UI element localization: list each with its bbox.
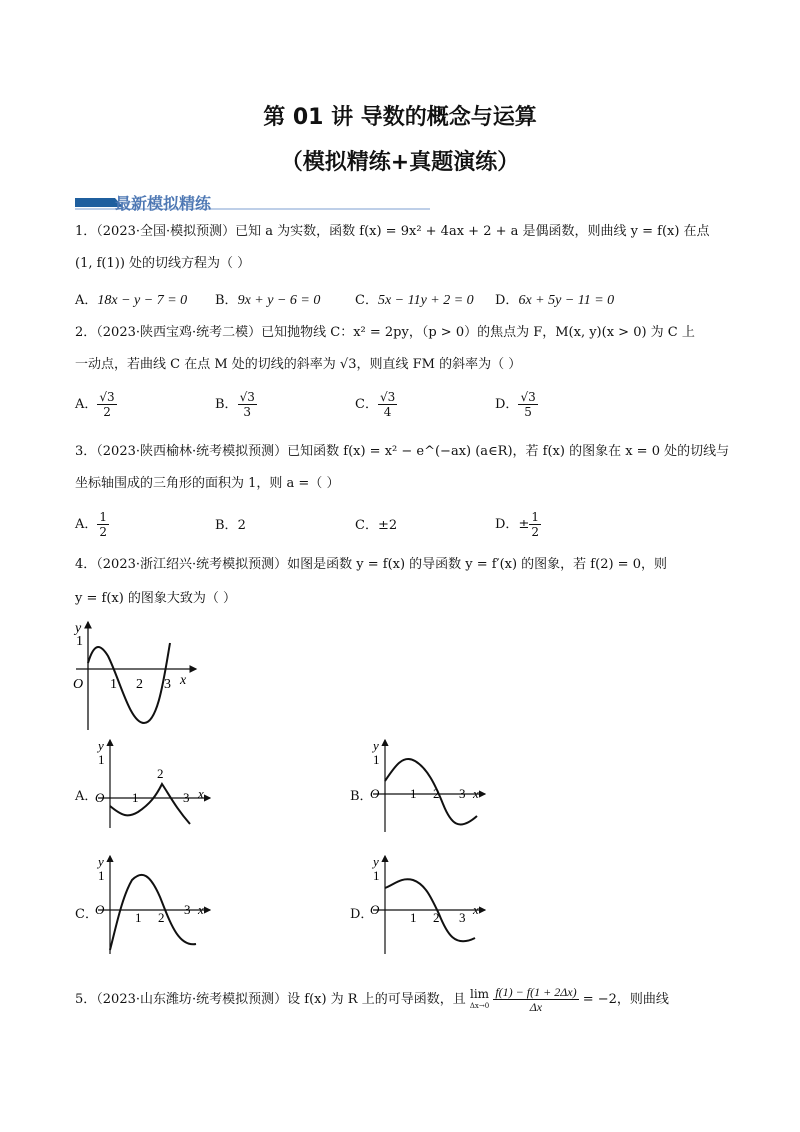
svg-text:y: y [98,738,104,753]
svg-text:2: 2 [157,766,164,781]
q4-option-b-label: B． [350,789,373,804]
svg-text:O: O [95,790,105,805]
limit-fraction: $\frac{f(1) - f(1 + 2\Delta x)}{\Delta x}$ [495,985,577,1014]
svg-text:1: 1 [410,786,417,801]
derivative-curve [88,643,170,723]
svg-text:y: y [373,738,379,753]
question-1-line2: (1, f(1)) 处的切线方程为（ ） [75,256,251,271]
limit-operator: lim Δx→0 [469,986,490,1010]
q1-option-b: B．9x + y − 6 = 0 [215,293,321,308]
q3-option-a: A． $\frac{1}{2}$ [75,510,108,539]
svg-text:1: 1 [132,790,139,805]
q4-option-c-label: C． [75,907,98,922]
question-3-line2: 坐标轴围成的三角形的面积为 1，则 a =（ ） [75,476,340,491]
question-2-line1: 2．（2023·陕西宝鸡·统考二模）已知抛物线 C：x² = 2py，（p > 0）的焦点为 F，M(x, y)(x > 0) 为 C 上 [75,325,695,340]
question-1-line1: 1．（2023·全国·模拟预测）已知 a 为实数，函数 f(x) = 9x² + 4ax + 2 + a 是偶函数，则曲线 y = f(x) 在点 [75,224,710,239]
question-5-suffix: = −2，则曲线 [582,992,669,1007]
svg-text:3: 3 [184,902,191,917]
question-5-line [75,985,669,1014]
graph-tick-1: 1 [110,677,117,692]
q3-option-d: D．± $\frac{1}{2}$ [495,510,539,539]
question-3-line1: 3．（2023·陕西榆林·统考模拟预测）已知函数 f(x) = x² − e^(−ax) (a∈R)，若 f(x) 的图象在 x = 0 处的切线与 [75,444,730,459]
q4-option-a-label: A． [75,789,98,804]
graph-y-label: y [75,621,82,636]
q2-option-d: D． $\frac{√3}{5}$ [495,390,536,419]
question-2-line2: 一动点，若曲线 C 在点 M 处的切线的斜率为 √3，则直线 FM 的斜率为（ ） [75,357,522,372]
derivative-graph [70,618,200,733]
svg-text:O: O [370,786,380,801]
graph-tick-1-y: 1 [76,634,83,649]
section-banner [75,193,430,213]
q4-option-c-graph [90,852,215,957]
svg-text:2: 2 [433,786,440,801]
page-title: 第 01 讲 导数的概念与运算 [263,105,537,130]
q3-option-b: B．2 [215,518,246,533]
svg-text:x: x [473,902,479,917]
svg-text:x: x [198,786,204,801]
svg-text:3: 3 [183,790,190,805]
graph-tick-2: 2 [136,677,143,692]
q1-option-c: C．5x − 11y + 2 = 0 [355,293,474,308]
q3-option-c: C．±2 [355,518,398,533]
svg-text:2: 2 [433,910,440,925]
graph-origin: O [73,677,84,692]
svg-text:1: 1 [373,868,380,883]
svg-text:1: 1 [98,752,105,767]
svg-text:x: x [473,786,479,801]
svg-text:O: O [370,902,380,917]
graph-tick-3: 3 [164,677,171,692]
q1-option-a: A．18x − y − 7 = 0 [75,293,188,308]
svg-text:1: 1 [135,910,142,925]
question-5-prefix: 5．（2023·山东潍坊·统考模拟预测）设 f(x) 为 R 上的可导函数，且 [75,992,466,1007]
q1-option-d: D．6x + 5y − 11 = 0 [495,293,615,308]
svg-text:2: 2 [158,910,165,925]
svg-text:3: 3 [459,910,466,925]
question-4-line1: 4．（2023·浙江绍兴·统考模拟预测）如图是函数 y = f(x) 的导函数 y = f′(x) 的图象，若 f(2) = 0，则 [75,557,667,572]
section-label: 最新模拟精练 [115,194,212,213]
q2-option-c: C． $\frac{√3}{4}$ [355,390,396,419]
q4-option-b-graph [365,736,490,836]
svg-text:1: 1 [410,910,417,925]
svg-text:O: O [95,902,105,917]
svg-text:y: y [98,854,104,869]
svg-text:1: 1 [98,868,105,883]
svg-text:x: x [198,902,204,917]
svg-text:1: 1 [373,752,380,767]
q4-option-a-graph [90,736,215,831]
q4-option-d-graph [365,852,490,957]
q4-option-d-label: D． [350,907,374,922]
svg-text:y: y [373,854,379,869]
q2-option-a: A． $\frac{√3}{2}$ [75,390,115,419]
question-4-line2: y = f(x) 的图象大致为（ ） [75,591,237,606]
page-subtitle: （模拟精练+真题演练） [280,150,520,175]
svg-text:3: 3 [459,786,466,801]
graph-x-label: x [180,673,187,688]
q2-option-b: B． $\frac{√3}{3}$ [215,390,255,419]
